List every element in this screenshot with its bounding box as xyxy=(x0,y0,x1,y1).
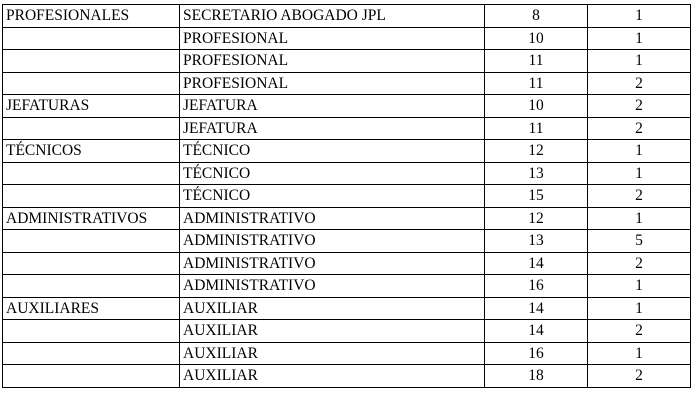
count-cell: 2 xyxy=(588,95,691,118)
grade-cell: 12 xyxy=(485,140,588,163)
table-row xyxy=(3,230,691,253)
table-row xyxy=(3,95,691,118)
category-cell: TÉCNICOS xyxy=(3,140,180,163)
position-cell: JEFATURA xyxy=(180,117,485,140)
category-cell xyxy=(3,50,180,73)
table-row xyxy=(3,365,691,388)
table-row xyxy=(3,140,691,163)
grade-cell: 16 xyxy=(485,275,588,298)
category-cell: JEFATURAS xyxy=(3,95,180,118)
position-cell: AUXILIAR xyxy=(180,342,485,365)
table-row xyxy=(3,50,691,73)
grade-cell: 8 xyxy=(485,5,588,28)
position-cell: TÉCNICO xyxy=(180,162,485,185)
grade-cell: 14 xyxy=(485,320,588,343)
staff-table-body xyxy=(3,5,691,388)
category-cell xyxy=(3,72,180,95)
category-cell xyxy=(3,162,180,185)
count-cell: 1 xyxy=(588,207,691,230)
count-cell: 2 xyxy=(588,320,691,343)
table-row xyxy=(3,5,691,28)
count-cell: 1 xyxy=(588,297,691,320)
table-row xyxy=(3,207,691,230)
grade-cell: 11 xyxy=(485,50,588,73)
position-cell: PROFESIONAL xyxy=(180,72,485,95)
category-cell xyxy=(3,365,180,388)
count-cell: 2 xyxy=(588,365,691,388)
category-cell xyxy=(3,27,180,50)
count-cell: 2 xyxy=(588,185,691,208)
table-row xyxy=(3,72,691,95)
category-cell: ADMINISTRATIVOS xyxy=(3,207,180,230)
table-row xyxy=(3,117,691,140)
category-cell xyxy=(3,275,180,298)
table-row xyxy=(3,185,691,208)
category-cell xyxy=(3,252,180,275)
position-cell: AUXILIAR xyxy=(180,320,485,343)
count-cell: 2 xyxy=(588,252,691,275)
staff-table xyxy=(2,4,691,388)
grade-cell: 13 xyxy=(485,162,588,185)
position-cell: TÉCNICO xyxy=(180,185,485,208)
count-cell: 5 xyxy=(588,230,691,253)
position-cell: AUXILIAR xyxy=(180,297,485,320)
count-cell: 1 xyxy=(588,5,691,28)
position-cell: SECRETARIO ABOGADO JPL xyxy=(180,5,485,28)
category-cell xyxy=(3,230,180,253)
count-cell: 1 xyxy=(588,275,691,298)
table-row xyxy=(3,162,691,185)
grade-cell: 14 xyxy=(485,297,588,320)
position-cell: PROFESIONAL xyxy=(180,50,485,73)
count-cell: 1 xyxy=(588,50,691,73)
grade-cell: 10 xyxy=(485,27,588,50)
count-cell: 2 xyxy=(588,72,691,95)
table-row xyxy=(3,297,691,320)
position-cell: ADMINISTRATIVO xyxy=(180,275,485,298)
position-cell: ADMINISTRATIVO xyxy=(180,252,485,275)
count-cell: 1 xyxy=(588,140,691,163)
category-cell xyxy=(3,117,180,140)
grade-cell: 14 xyxy=(485,252,588,275)
grade-cell: 11 xyxy=(485,117,588,140)
table-row xyxy=(3,275,691,298)
table-row xyxy=(3,252,691,275)
count-cell: 1 xyxy=(588,162,691,185)
grade-cell: 13 xyxy=(485,230,588,253)
count-cell: 2 xyxy=(588,117,691,140)
grade-cell: 15 xyxy=(485,185,588,208)
position-cell: ADMINISTRATIVO xyxy=(180,230,485,253)
count-cell: 1 xyxy=(588,27,691,50)
grade-cell: 18 xyxy=(485,365,588,388)
grade-cell: 16 xyxy=(485,342,588,365)
category-cell: PROFESIONALES xyxy=(3,5,180,28)
category-cell xyxy=(3,342,180,365)
position-cell: TÉCNICO xyxy=(180,140,485,163)
table-row xyxy=(3,27,691,50)
category-cell: AUXILIARES xyxy=(3,297,180,320)
count-cell: 1 xyxy=(588,342,691,365)
category-cell xyxy=(3,320,180,343)
table-row xyxy=(3,342,691,365)
grade-cell: 12 xyxy=(485,207,588,230)
position-cell: AUXILIAR xyxy=(180,365,485,388)
position-cell: PROFESIONAL xyxy=(180,27,485,50)
grade-cell: 10 xyxy=(485,95,588,118)
category-cell xyxy=(3,185,180,208)
position-cell: JEFATURA xyxy=(180,95,485,118)
position-cell: ADMINISTRATIVO xyxy=(180,207,485,230)
grade-cell: 11 xyxy=(485,72,588,95)
table-row xyxy=(3,320,691,343)
